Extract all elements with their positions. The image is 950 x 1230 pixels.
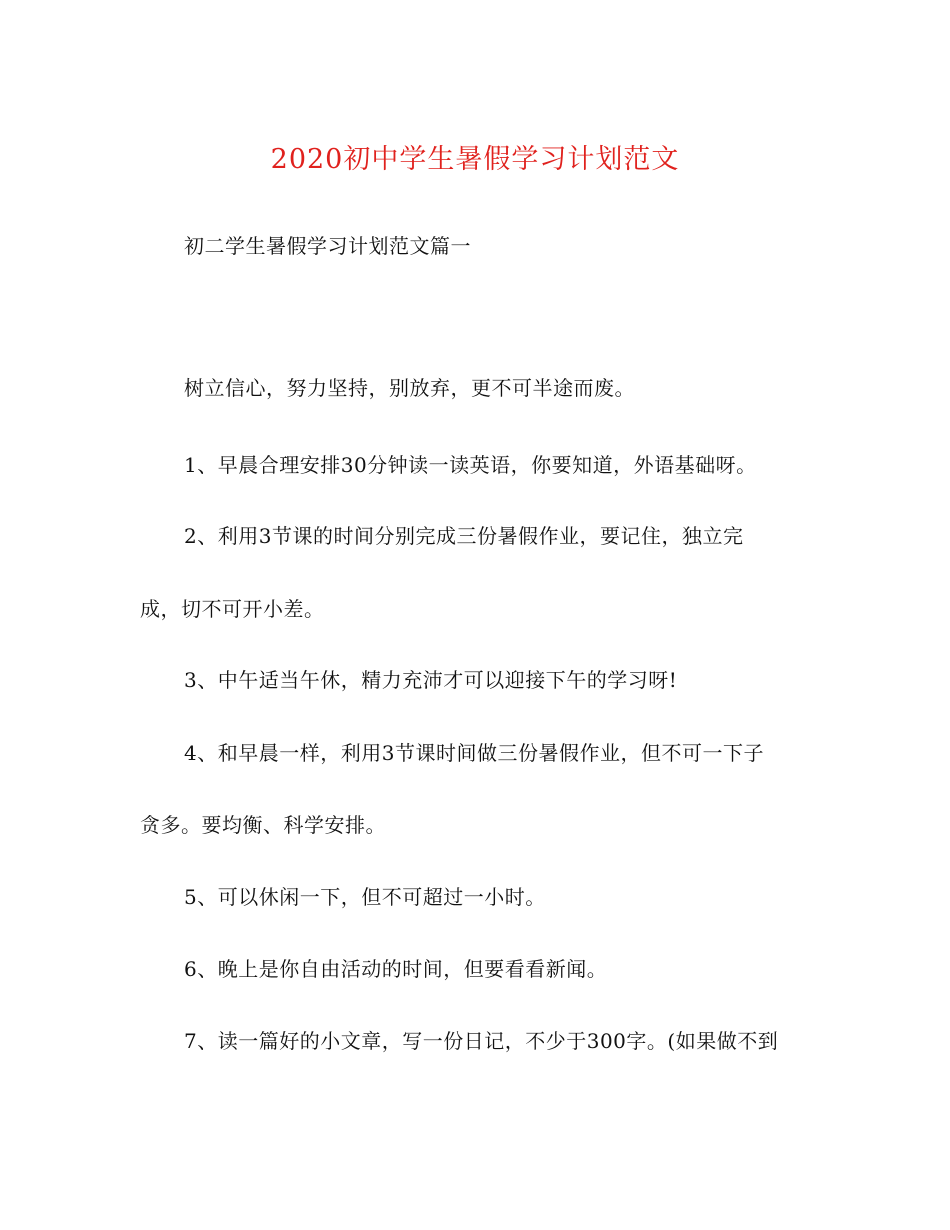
paragraph-line: 树立信心，努力坚持，别放弃，更不可半途而废。 [184, 376, 635, 400]
paragraph-line: 2、利用3节课的时间分别完成三份暑假作业，要记住，独立完 [184, 524, 744, 548]
paragraph-line: 6、晚上是你自由活动的时间，但要看看新闻。 [184, 957, 608, 981]
paragraph-line: 贪多。要均衡、科学安排。 [140, 813, 386, 837]
paragraph-line: 成，切不可开小差。 [140, 597, 325, 621]
paragraph-line: 3、中午适当午休，精力充沛才可以迎接下午的学习呀! [184, 668, 678, 692]
paragraph-line: 1、早晨合理安排30分钟读一读英语，你要知道，外语基础呀。 [184, 453, 757, 477]
document-subtitle: 初二学生暑假学习计划范文篇一 [184, 234, 471, 258]
paragraph-line: 7、读一篇好的小文章，写一份日记，不少于300字。(如果做不到 [184, 1029, 779, 1053]
paragraph-line: 4、和早晨一样，利用3节课时间做三份暑假作业，但不可一下子 [184, 741, 764, 765]
paragraph-line: 5、可以休闲一下，但不可超过一小时。 [184, 885, 546, 909]
document-title: 2020初中学生暑假学习计划范文 [270, 144, 680, 175]
